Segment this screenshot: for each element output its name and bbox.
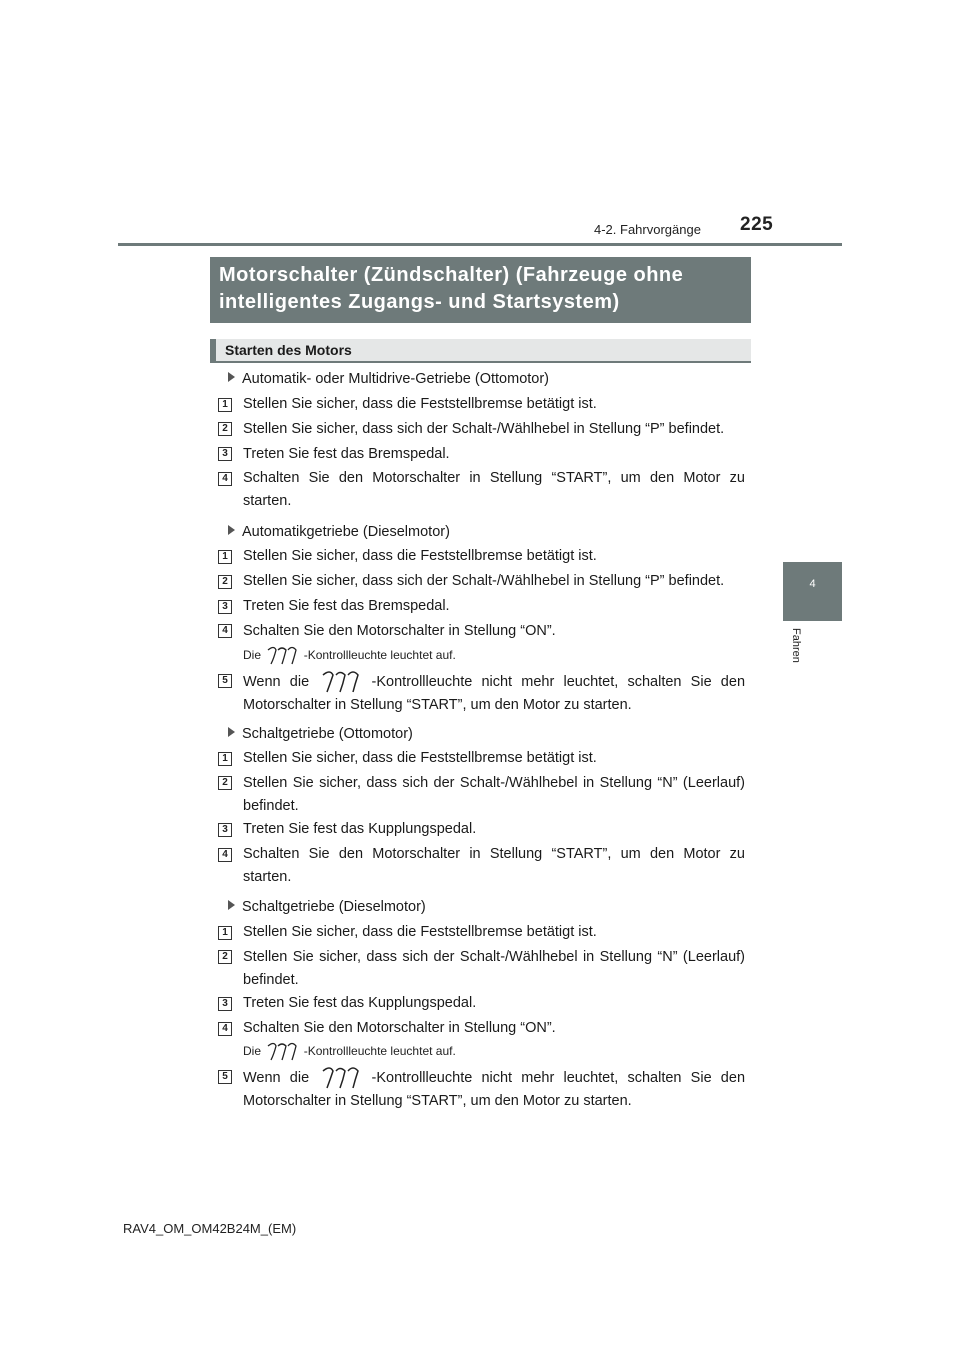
step-number: 2 — [218, 950, 232, 964]
glow-plug-indicator-icon — [264, 646, 300, 666]
step-number: 4 — [218, 848, 232, 862]
triangle-bullet-icon — [228, 900, 235, 910]
glow-plug-indicator-icon — [318, 1066, 362, 1090]
step-number: 3 — [218, 997, 232, 1011]
step-number: 5 — [218, 674, 232, 688]
triangle-bullet-icon — [228, 372, 235, 382]
step-text: Stellen Sie sicher, dass sich der Schalt-/Wählhebel in Stellung “N” (Leerlauf) befindet. — [243, 949, 745, 988]
step-number: 4 — [218, 472, 232, 486]
step-number: 3 — [218, 823, 232, 837]
bullet-label: Automatikgetriebe (Dieselmotor) — [242, 524, 450, 540]
step-text — [243, 1066, 745, 1113]
step-number: 2 — [218, 422, 232, 436]
subheading: Starten des Motors — [210, 339, 751, 363]
bullet-label: Automatik- oder Multidrive-Getriebe (Ottomotor) — [242, 371, 550, 387]
step-text: Treten Sie fest das Bremspedal. — [243, 446, 450, 462]
step5-pre: Wenn die — [243, 1069, 310, 1086]
note-pre: Die — [243, 1044, 262, 1059]
step-number: 3 — [218, 447, 232, 461]
indicator-note — [243, 1042, 456, 1062]
step-text: Schalten Sie den Motorschalter in Stellung “START”, um den Motor zu starten. — [243, 470, 745, 509]
step-text: Treten Sie fest das Bremspedal. — [243, 598, 450, 614]
glow-plug-indicator-icon — [318, 670, 362, 694]
step-text: Schalten Sie den Motorschalter in Stellung “ON”. — [243, 1020, 556, 1036]
step-number: 1 — [218, 926, 232, 940]
chapter-label: Fahren — [790, 628, 802, 663]
step-number: 4 — [218, 624, 232, 638]
step-text: Treten Sie fest das Kupplungspedal. — [243, 821, 477, 837]
step-number: 2 — [218, 575, 232, 589]
step-number: 1 — [218, 550, 232, 564]
glow-plug-indicator-icon — [264, 1042, 300, 1062]
step-number: 3 — [218, 600, 232, 614]
step-number: 1 — [218, 398, 232, 412]
header-rule — [118, 243, 842, 246]
chapter-number: 4 — [809, 578, 816, 590]
note-pre: Die — [243, 648, 262, 663]
triangle-bullet-icon — [228, 525, 235, 535]
bullet-label: Schaltgetriebe (Ottomotor) — [242, 726, 413, 742]
step-text: Stellen Sie sicher, dass die Feststellbremse betätigt ist. — [243, 396, 597, 412]
bullet-label: Schaltgetriebe (Dieselmotor) — [242, 899, 426, 915]
step-text: Stellen Sie sicher, dass die Feststellbremse betätigt ist. — [243, 750, 597, 766]
step-text: Stellen Sie sicher, dass die Feststellbremse betätigt ist. — [243, 548, 597, 564]
step-text: Stellen Sie sicher, dass die Feststellbremse betätigt ist. — [243, 924, 597, 940]
step-text: Schalten Sie den Motorschalter in Stellung “ON”. — [243, 623, 556, 639]
step5-post: -Kontrollleuchte nicht mehr leuchtet, schalten Sie den Motorschalter in Stellung “START”, um den Motor zu starten. — [243, 1069, 746, 1109]
section-label: 4-2. Fahrvorgänge — [594, 222, 701, 237]
step5-post: -Kontrollleuchte nicht mehr leuchtet, schalten Sie den Motorschalter in Stellung “START”, um den Motor zu starten. — [243, 673, 746, 713]
step-number: 4 — [218, 1022, 232, 1036]
step-number: 1 — [218, 752, 232, 766]
step-text: Stellen Sie sicher, dass sich der Schalt-/Wählhebel in Stellung “P” befindet. — [243, 573, 725, 589]
step5-pre: Wenn die — [243, 673, 310, 690]
section-bullet — [228, 371, 549, 387]
note-post: -Kontrollleuchte leuchtet auf. — [303, 648, 456, 663]
page-title: Motorschalter (Zündschalter) (Fahrzeuge ohne intelligentes Zugangs- und Startsystem) — [210, 257, 751, 323]
indicator-note — [243, 646, 456, 666]
step-text: Stellen Sie sicher, dass sich der Schalt-/Wählhebel in Stellung “N” (Leerlauf) befindet. — [243, 775, 745, 814]
section-bullet — [228, 726, 413, 742]
section-bullet — [228, 899, 426, 915]
chapter-tab — [783, 562, 842, 621]
triangle-bullet-icon — [228, 727, 235, 737]
page-number: 225 — [740, 214, 774, 235]
note-post: -Kontrollleuchte leuchtet auf. — [303, 1044, 456, 1059]
step-text: Treten Sie fest das Kupplungspedal. — [243, 995, 477, 1011]
step-text: Schalten Sie den Motorschalter in Stellung “START”, um den Motor zu starten. — [243, 846, 745, 885]
footer-code: RAV4_OM_OM42B24M_(EM) — [123, 1221, 297, 1236]
step-number: 5 — [218, 1070, 232, 1084]
step-number: 2 — [218, 776, 232, 790]
step-text — [243, 670, 745, 717]
section-bullet — [228, 524, 450, 540]
step-text: Stellen Sie sicher, dass sich der Schalt-/Wählhebel in Stellung “P” befindet. — [243, 421, 725, 437]
